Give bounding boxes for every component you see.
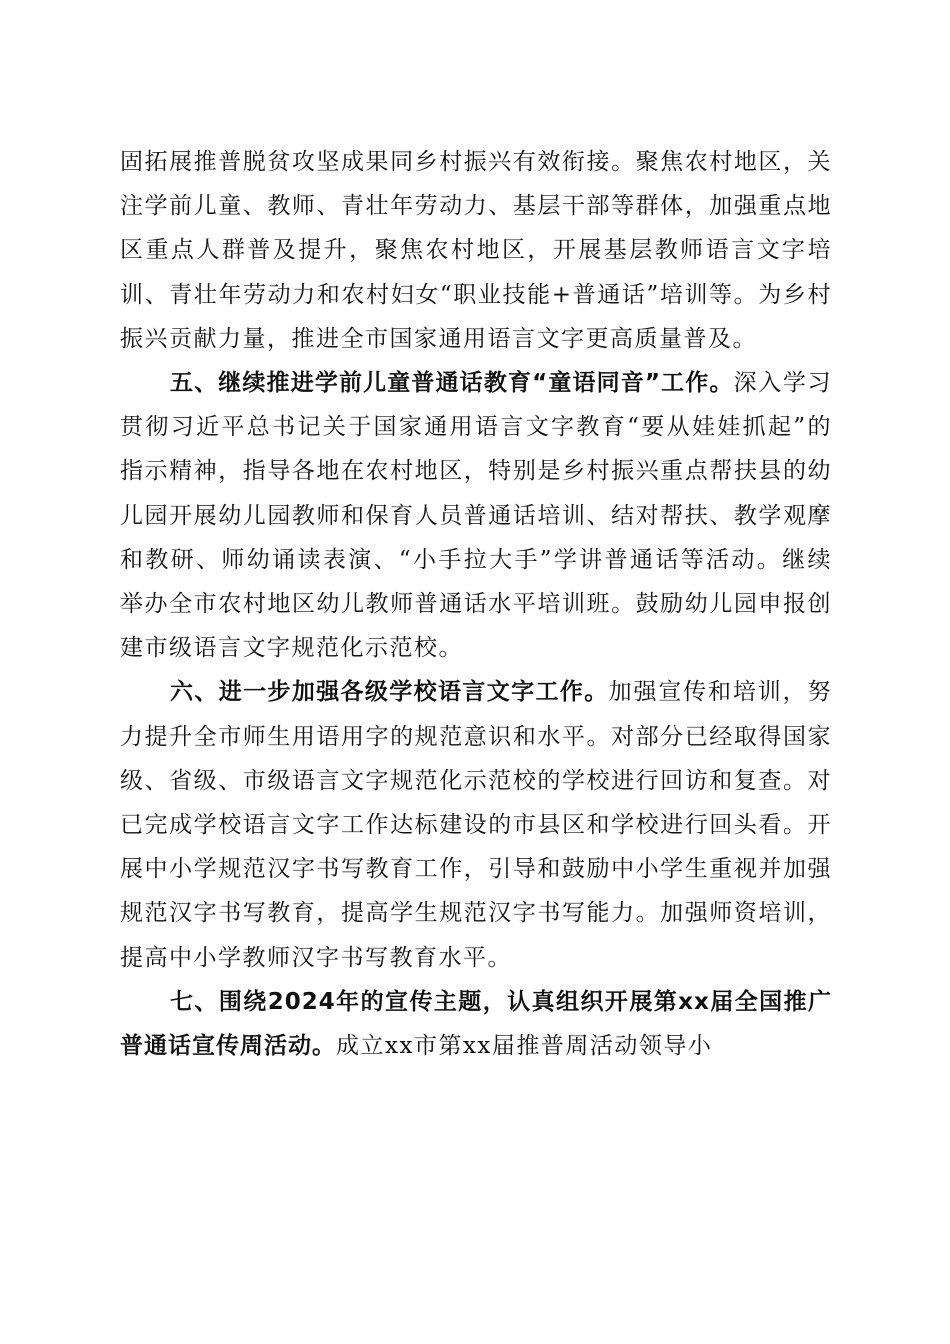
document-body	[120, 140, 832, 1068]
section-heading-7: 七、围绕2024年的宣传主题，认真组织开展第xx届全国推广普通话宣传周活动。	[120, 988, 832, 1060]
section-heading-6: 六、进一步加强各级学校语言文字工作。	[170, 679, 609, 706]
paragraph-text: 加强宣传和培训，努力提升全市师生用语用字的规范意识和水平。对部分已经取得国家级、省级、市级语言文字规范化示范校的学校进行回访和复查。对已完成学校语言文字工作达标建设的市县区和学校进行回头看。开展中小学规范汉字书写教育工作，引导和鼓励中小学生重视并加强规范汉字书写教育，提高学生规范汉字书写能力。加强师资培训，提高中小学教师汉字书写教育水平。	[120, 679, 833, 971]
paragraph-text: 固拓展推普脱贫攻坚成果同乡村振兴有效衔接。聚焦农村地区，关注学前儿童、教师、青壮年劳动力、基层干部等群体，加强重点地区重点人群普及提升，聚焦农村地区，开展基层教师语言文字培训、青壮年劳动力和农村妇女“职业技能+普通话”培训等。为乡村振兴贡献力量，推进全市国家通用语言文字更高质量普及。	[120, 149, 832, 352]
paragraph-continuation	[120, 140, 832, 361]
paragraph-section-7	[120, 980, 832, 1068]
section-heading-5: 五、继续推进学前儿童普通话教育“童语同音”工作。	[170, 370, 734, 397]
paragraph-section-6	[120, 670, 832, 979]
paragraph-text: 成立xx市第xx届推普周活动领导小	[336, 1033, 713, 1060]
paragraph-text: 深入学习贯彻习近平总书记关于国家通用语言文字教育“要从娃娃抓起”的指示精神，指导各地在农村地区，特别是乡村振兴重点帮扶县的幼儿园开展幼儿园教师和保育人员普通话培训、结对帮扶、教学观摩和教研、师幼诵读表演、“小手拉大手”学讲普通话等活动。继续举办全市农村地区幼儿教师普通话水平培训班。鼓励幼儿园申报创建市级语言文字规范化示范校。	[120, 370, 833, 662]
paragraph-section-5	[120, 361, 832, 670]
